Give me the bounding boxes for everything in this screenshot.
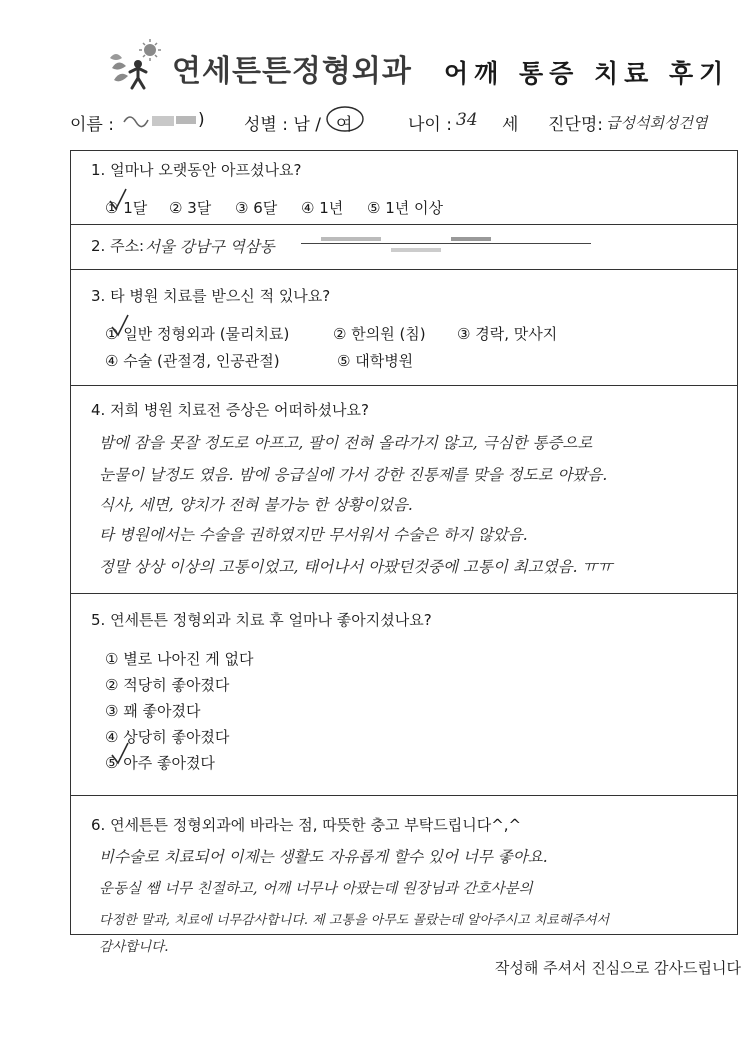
q1-checkmark-icon <box>107 187 129 213</box>
q3-option-4: ④ 수술 (관절경, 인공관절) <box>105 352 280 370</box>
question-4: 4. 저희 병원 치료전 증상은 어떠하셨나요? <box>91 401 369 419</box>
q1-option-2: ② 3달 <box>169 199 212 217</box>
q5-option-5: ⑤ 아주 좋아졌다 <box>105 754 215 772</box>
q6-answer-line-1: 비수술로 치료되어 이제는 생활도 자유롭게 할수 있어 너무 좋아요. <box>99 848 548 866</box>
q4-answer-line-4: 타 병원에서는 수술을 권하였지만 무서워서 수술은 하지 않았음. <box>99 526 528 544</box>
diagnosis-value: 급성석회성건염 <box>606 114 708 132</box>
q5-checkmark-icon <box>109 741 131 767</box>
divider-2 <box>71 269 737 270</box>
footer-thanks: 작성해 주셔서 진심으로 감사드립니다 <box>494 959 741 977</box>
q4-answer-line-5: 정말 상상 이상의 고통이었고, 태어나서 아팠던것중에 고통이 최고였음. ㅠㅠ <box>99 558 613 576</box>
diagnosis-label: 진단명: <box>548 115 603 135</box>
q4-answer-line-2: 눈물이 날정도 였음. 밤에 응급실에 가서 강한 진통제를 맞을 정도로 아팠음. <box>99 466 608 484</box>
q6-answer-line-4: 감사합니다. <box>99 939 169 955</box>
address-redaction-block-2 <box>391 248 441 252</box>
redacted-name-scribble <box>120 108 202 132</box>
q4-answer-line-1: 밤에 잠을 못잘 정도로 아프고, 팔이 전혀 올라가지 않고, 극심한 통증으로 <box>99 434 593 452</box>
survey-box <box>70 150 738 955</box>
q3-option-1: ① 일반 정형외과 (물리치료) <box>105 325 290 343</box>
q1-option-1: ① 1달 <box>105 199 148 217</box>
name-close-paren: ) <box>198 110 205 130</box>
question-5: 5. 연세튼튼 정형외과 치료 후 얼마나 좋아지셨나요? <box>91 611 432 629</box>
divider-4 <box>71 593 737 594</box>
age-label: 나이 : <box>408 115 452 135</box>
age-unit: 세 <box>502 115 519 135</box>
q3-option-3: ③ 경락, 맛사지 <box>457 325 558 343</box>
name-label: 이름 : <box>70 115 114 135</box>
q6-answer-line-3: 다정한 말과, 치료에 너무감사합니다. 제 고통을 아무도 몰랐는데 알아주시고 치료해주셔서 <box>99 913 610 928</box>
age-value: 34 <box>456 110 478 130</box>
gender-label: 성별 : 남 / <box>244 115 321 135</box>
address-redaction-line <box>301 243 591 248</box>
divider-3 <box>71 385 737 386</box>
q4-answer-line-3: 식사, 세면, 양치가 전혀 불가능 한 상황이었음. <box>99 496 413 514</box>
q1-option-5: ⑤ 1년 이상 <box>367 199 443 217</box>
q2-answer: 서울 강남구 역삼동 <box>145 238 275 256</box>
q5-option-3: ③ 꽤 좋아졌다 <box>105 702 201 720</box>
gender-selected-value: 여 <box>336 115 353 135</box>
form-title: 어깨 통증 치료 후기 <box>444 59 730 88</box>
clinic-logo <box>108 38 168 90</box>
q1-option-3: ③ 6달 <box>235 199 278 217</box>
question-6: 6. 연세튼튼 정형외과에 바라는 점, 따뜻한 충고 부탁드립니다^,^ <box>91 816 522 834</box>
clinic-name: 연세튼튼정형외과 <box>172 54 412 89</box>
q5-option-4: ④ 상당히 좋아졌다 <box>105 728 230 746</box>
question-3: 3. 타 병원 치료를 받으신 적 있나요? <box>91 287 331 305</box>
q6-answer-line-2: 운동실 쌤 너무 친절하고, 어깨 너무나 아팠는데 원장님과 간호사분의 <box>99 881 533 897</box>
sun-person-leaf-logo-icon <box>108 38 168 90</box>
q3-option-2: ② 한의원 (침) <box>333 325 426 343</box>
q5-option-2: ② 적당히 좋아졌다 <box>105 676 230 694</box>
address-redaction-block-3 <box>451 237 491 241</box>
question-2: 2. 주소: <box>91 237 145 255</box>
divider-5 <box>71 795 737 796</box>
q3-checkmark-icon <box>109 313 131 339</box>
divider-1 <box>71 224 737 225</box>
q3-option-5: ⑤ 대학병원 <box>337 352 414 370</box>
q5-option-1: ① 별로 나아진 게 없다 <box>105 650 254 668</box>
question-1: 1. 얼마나 오랫동안 아프셨나요? <box>91 161 302 179</box>
address-redaction-block-1 <box>321 237 381 241</box>
q1-option-4: ④ 1년 <box>301 199 344 217</box>
